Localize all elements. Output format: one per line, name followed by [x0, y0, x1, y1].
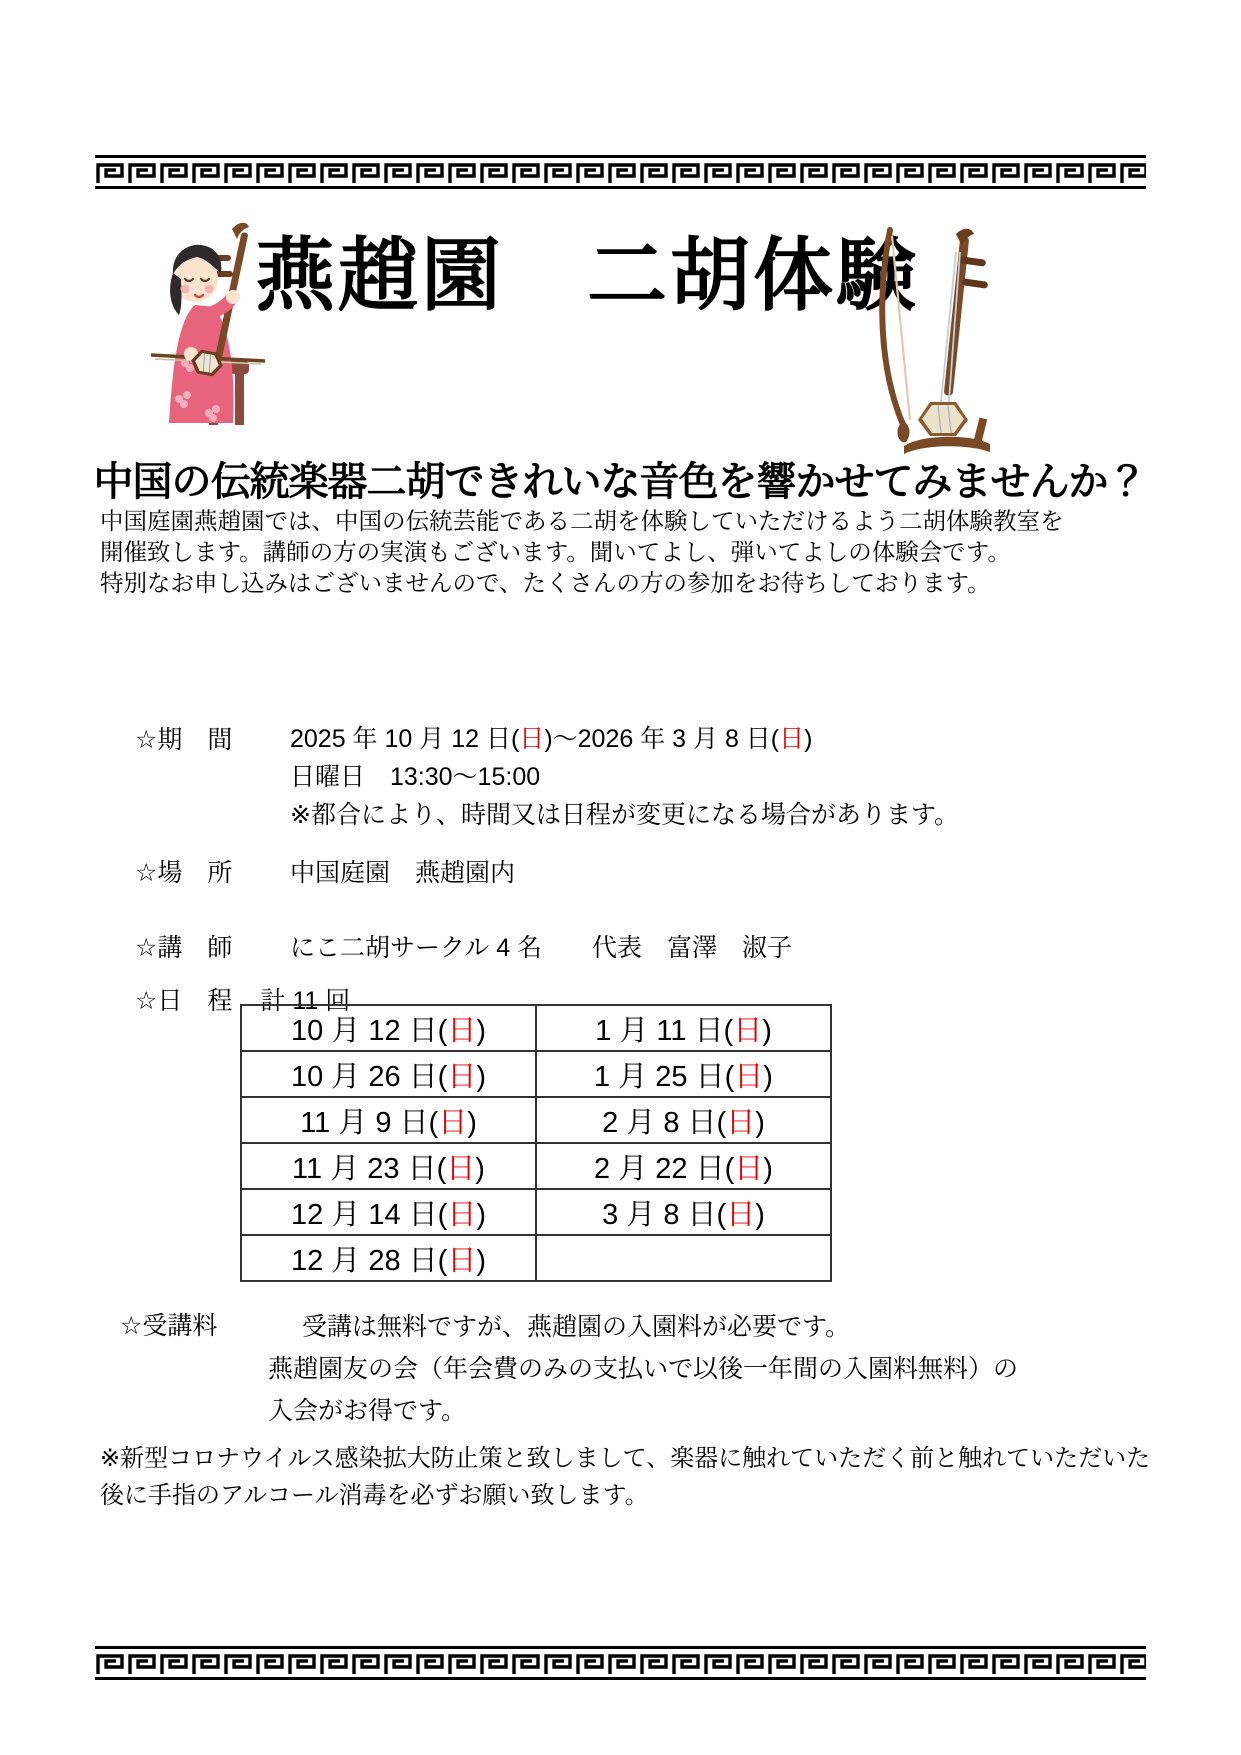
schedule-table: [240, 1004, 832, 1282]
teacher-value: にこ二胡サークル 4 名 代表 富澤 淑子: [290, 934, 793, 962]
fees-line: 燕趙園友の会（年会費のみの支払いで以後一年間の入園料無料）の: [268, 1355, 1019, 1383]
period-content: [290, 720, 959, 834]
schedule-label: ☆日 程: [135, 987, 233, 1015]
table-row: [241, 1235, 831, 1281]
greek-key-border-top-icon: [95, 155, 1146, 189]
schedule-cell: [536, 1235, 831, 1281]
erhu-player-illustration: [143, 213, 271, 431]
schedule-cell: 2 月 22 日(日): [536, 1143, 831, 1189]
erhu-instrument-illustration: [852, 222, 997, 457]
intro-line: 開催致します。講師の方の実演もございます。聞いてよし、弾いてよしの体験会です。: [100, 539, 1011, 565]
table-row: [241, 1189, 831, 1235]
covid-note-line: ※新型コロナウイルス感染拡大防止策と致しまして、楽器に触れていただく前と触れていただいた: [100, 1445, 1151, 1472]
period-dates: 2025 年 10 月 12 日(日)～2026 年 3 月 8 日(日): [290, 725, 813, 753]
page-title: 燕趙園 二胡体験: [255, 231, 919, 320]
greek-key-border-bottom-icon: [95, 1646, 1146, 1680]
schedule-cell: 1 月 25 日(日): [536, 1051, 831, 1097]
place-label: ☆場 所: [135, 859, 233, 887]
schedule-cell: 11 月 23 日(日): [241, 1143, 536, 1189]
fees-label: ☆受講料: [120, 1312, 218, 1340]
period-note: ※都合により、時間又は日程が変更になる場合があります。: [290, 801, 959, 829]
fees-line: 入会がお得です。: [268, 1397, 467, 1425]
teacher-label: ☆講 師: [135, 934, 233, 962]
intro-line: 中国庭園燕趙園では、中国の伝統芸能である二胡を体験していただけるよう二胡体験教室を: [100, 508, 1064, 534]
fees-line: 受講は無料ですが、燕趙園の入園料が必要です。: [302, 1313, 851, 1341]
covid-note: [100, 1440, 1160, 1514]
schedule-cell: 12 月 14 日(日): [241, 1189, 536, 1235]
schedule-count: 計 11 回: [260, 987, 351, 1015]
schedule-cell: 2 月 8 日(日): [536, 1097, 831, 1143]
schedule-cell: 10 月 12 日(日): [241, 1005, 536, 1051]
intro-paragraph: [100, 506, 1150, 599]
intro-line: 特別なお申し込みはございませんので、たくさんの方の参加をお待ちしております。: [100, 570, 991, 596]
fees-content: [268, 1306, 1018, 1432]
schedule-cell: 12 月 28 日(日): [241, 1235, 536, 1281]
table-row: [241, 1051, 831, 1097]
subtitle: 中国の伝統楽器二胡できれいな音色を響かせてみませんか？: [93, 459, 1147, 504]
table-row: [241, 1143, 831, 1189]
table-row: [241, 1097, 831, 1143]
covid-note-line: 後に手指のアルコール消毒を必ずお願い致します。: [100, 1482, 649, 1509]
schedule-cell: 3 月 8 日(日): [536, 1189, 831, 1235]
schedule-cell: 11 月 9 日(日): [241, 1097, 536, 1143]
schedule-cell: 10 月 26 日(日): [241, 1051, 536, 1097]
period-label: ☆期 間: [135, 726, 233, 754]
schedule-cell: 1 月 11 日(日): [536, 1005, 831, 1051]
place-value: 中国庭園 燕趙園内: [290, 859, 516, 887]
schedule-table-body: [241, 1005, 831, 1281]
period-weekly: 日曜日 13:30～15:00: [290, 763, 541, 791]
table-row: [241, 1005, 831, 1051]
